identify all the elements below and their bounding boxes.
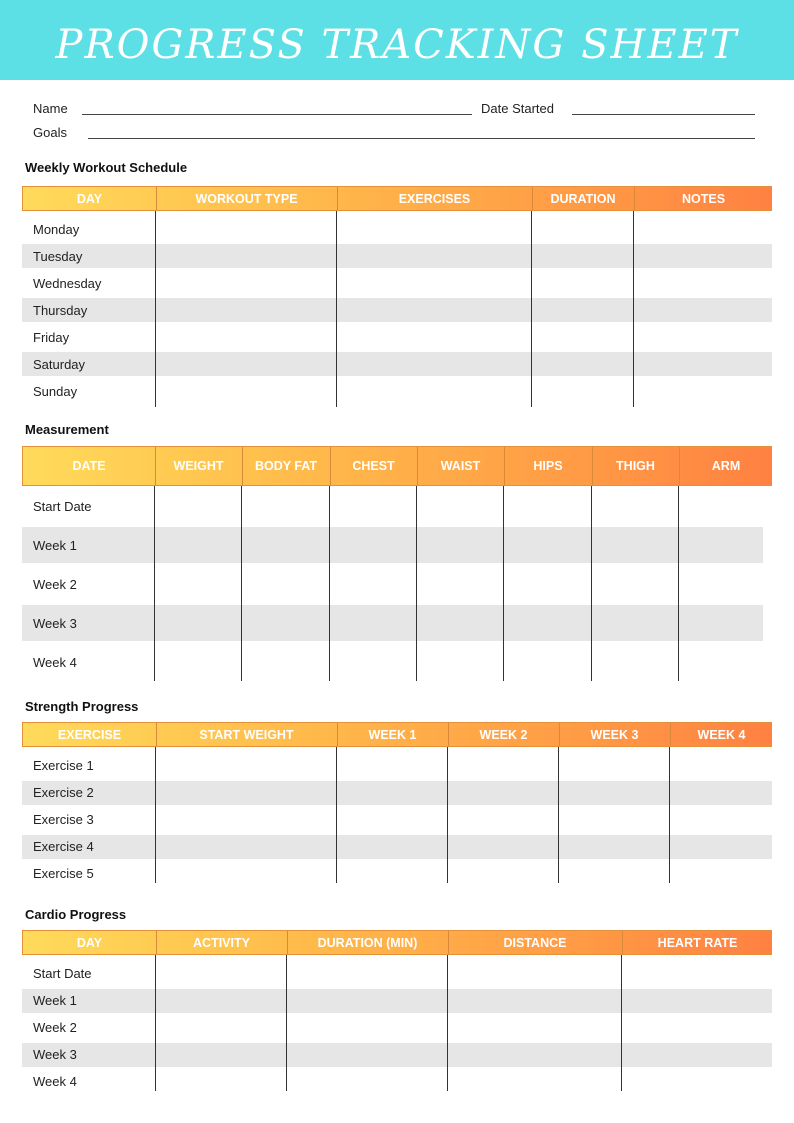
weekly-col-header: DAY bbox=[76, 191, 103, 206]
measurement-col-header: WAIST bbox=[440, 459, 481, 473]
weekly-header-divider bbox=[156, 187, 157, 210]
strength-row-stripe bbox=[22, 835, 772, 859]
cardio-header-row bbox=[22, 930, 772, 955]
measurement-row-label: Week 4 bbox=[33, 655, 77, 670]
cardio-header-divider bbox=[448, 931, 449, 954]
weekly-row-label: Sunday bbox=[33, 384, 78, 399]
cardio-row-label: Week 1 bbox=[33, 993, 77, 1008]
measurement-header-row bbox=[22, 446, 772, 486]
strength-col-header: WEEK 1 bbox=[368, 727, 417, 742]
measurement-row-stripe bbox=[22, 527, 763, 563]
cardio-col-header: HEART RATE bbox=[657, 935, 738, 950]
cardio-row-stripe bbox=[22, 1043, 772, 1067]
cardio-col-header: DURATION (MIN) bbox=[317, 935, 418, 950]
weekly-column-line bbox=[336, 211, 337, 407]
strength-row-label: Exercise 2 bbox=[33, 785, 94, 800]
strength-header-divider bbox=[670, 723, 671, 746]
cardio-row-stripe bbox=[22, 989, 772, 1013]
measurement-row-label: Week 1 bbox=[33, 538, 77, 553]
measurement-column-line bbox=[503, 486, 504, 681]
measurement-col-header: DATE bbox=[72, 459, 106, 473]
weekly-row-label: Wednesday bbox=[33, 276, 102, 291]
strength-column-line bbox=[447, 747, 448, 883]
strength-col-header: WEEK 3 bbox=[590, 727, 639, 742]
strength-row-label: Exercise 3 bbox=[33, 812, 94, 827]
weekly-header-divider bbox=[337, 187, 338, 210]
measurement-column-line bbox=[329, 486, 330, 681]
weekly-row-label: Thursday bbox=[33, 303, 88, 318]
strength-row-label: Exercise 4 bbox=[33, 839, 94, 854]
measurement-header-divider bbox=[592, 447, 593, 485]
measurement-header-divider bbox=[417, 447, 418, 485]
name-label: Name bbox=[33, 101, 68, 116]
title-banner bbox=[0, 0, 794, 80]
date-started-field[interactable] bbox=[572, 114, 755, 115]
strength-section-title: Strength Progress bbox=[25, 699, 139, 714]
weekly-row-label: Friday bbox=[33, 330, 70, 345]
cardio-header-divider bbox=[287, 931, 288, 954]
strength-header-row bbox=[22, 722, 772, 747]
strength-column-line bbox=[336, 747, 337, 883]
measurement-col-header: ARM bbox=[711, 459, 741, 473]
strength-row-label: Exercise 1 bbox=[33, 758, 94, 773]
measurement-col-header: HIPS bbox=[533, 459, 563, 473]
cardio-section-title: Cardio Progress bbox=[25, 907, 127, 922]
strength-col-header: WEEK 2 bbox=[479, 727, 528, 742]
goals-field[interactable] bbox=[88, 138, 755, 139]
strength-header-divider bbox=[448, 723, 449, 746]
page-title: PROGRESS TRACKING SHEET bbox=[55, 22, 739, 68]
name-field[interactable] bbox=[82, 114, 472, 115]
date-started-label: Date Started bbox=[481, 101, 554, 116]
measurement-row-label: Week 3 bbox=[33, 616, 77, 631]
weekly-column-line bbox=[155, 211, 156, 407]
cardio-column-line bbox=[286, 955, 287, 1091]
weekly-row-stripe bbox=[22, 298, 772, 322]
weekly-col-header: DURATION bbox=[550, 191, 616, 206]
cardio-column-line bbox=[155, 955, 156, 1091]
measurement-row-label: Week 2 bbox=[33, 577, 77, 592]
cardio-header-divider bbox=[622, 931, 623, 954]
measurement-section-title: Measurement bbox=[25, 422, 109, 437]
measurement-row-label: Start Date bbox=[33, 499, 92, 514]
weekly-header-divider bbox=[532, 187, 533, 210]
weekly-header-row bbox=[22, 186, 772, 211]
measurement-column-line bbox=[241, 486, 242, 681]
weekly-row-label: Saturday bbox=[33, 357, 86, 372]
cardio-row-label: Start Date bbox=[33, 966, 92, 981]
weekly-col-header: NOTES bbox=[681, 191, 726, 206]
weekly-row-stripe bbox=[22, 352, 772, 376]
cardio-col-header: ACTIVITY bbox=[193, 935, 250, 950]
weekly-row-stripe bbox=[22, 244, 772, 268]
cardio-row-label: Week 2 bbox=[33, 1020, 77, 1035]
measurement-column-line bbox=[416, 486, 417, 681]
weekly-column-line bbox=[633, 211, 634, 407]
strength-row-stripe bbox=[22, 781, 772, 805]
strength-col-header: START WEIGHT bbox=[199, 727, 294, 742]
measurement-col-header: WEIGHT bbox=[173, 459, 224, 473]
weekly-row-label: Tuesday bbox=[33, 249, 83, 264]
measurement-column-line bbox=[154, 486, 155, 681]
strength-column-line bbox=[155, 747, 156, 883]
strength-header-divider bbox=[559, 723, 560, 746]
strength-header-divider bbox=[156, 723, 157, 746]
cardio-row-label: Week 4 bbox=[33, 1074, 77, 1089]
measurement-header-divider bbox=[504, 447, 505, 485]
weekly-row-label: Monday bbox=[33, 222, 80, 237]
measurement-header-divider bbox=[242, 447, 243, 485]
measurement-column-line bbox=[678, 486, 679, 681]
weekly-col-header: EXERCISES bbox=[398, 191, 471, 206]
measurement-header-divider bbox=[679, 447, 680, 485]
measurement-col-header: THIGH bbox=[616, 459, 655, 473]
weekly-col-header: WORKOUT TYPE bbox=[195, 191, 298, 206]
weekly-column-line bbox=[531, 211, 532, 407]
strength-column-line bbox=[669, 747, 670, 883]
strength-header-divider bbox=[337, 723, 338, 746]
strength-col-header: WEEK 4 bbox=[697, 727, 746, 742]
measurement-row-stripe bbox=[22, 605, 763, 641]
cardio-column-line bbox=[447, 955, 448, 1091]
strength-col-header: EXERCISE bbox=[57, 727, 122, 742]
measurement-header-divider bbox=[330, 447, 331, 485]
strength-row-label: Exercise 5 bbox=[33, 866, 94, 881]
weekly-section-title: Weekly Workout Schedule bbox=[25, 160, 188, 175]
measurement-header-divider bbox=[155, 447, 156, 485]
measurement-col-header: CHEST bbox=[352, 459, 395, 473]
measurement-col-header: BODY FAT bbox=[254, 459, 318, 473]
cardio-row-label: Week 3 bbox=[33, 1047, 77, 1062]
strength-column-line bbox=[558, 747, 559, 883]
cardio-col-header: DISTANCE bbox=[503, 935, 567, 950]
measurement-column-line bbox=[591, 486, 592, 681]
cardio-col-header: DAY bbox=[76, 935, 103, 950]
weekly-header-divider bbox=[634, 187, 635, 210]
cardio-column-line bbox=[621, 955, 622, 1091]
cardio-header-divider bbox=[156, 931, 157, 954]
goals-label: Goals bbox=[33, 125, 67, 140]
